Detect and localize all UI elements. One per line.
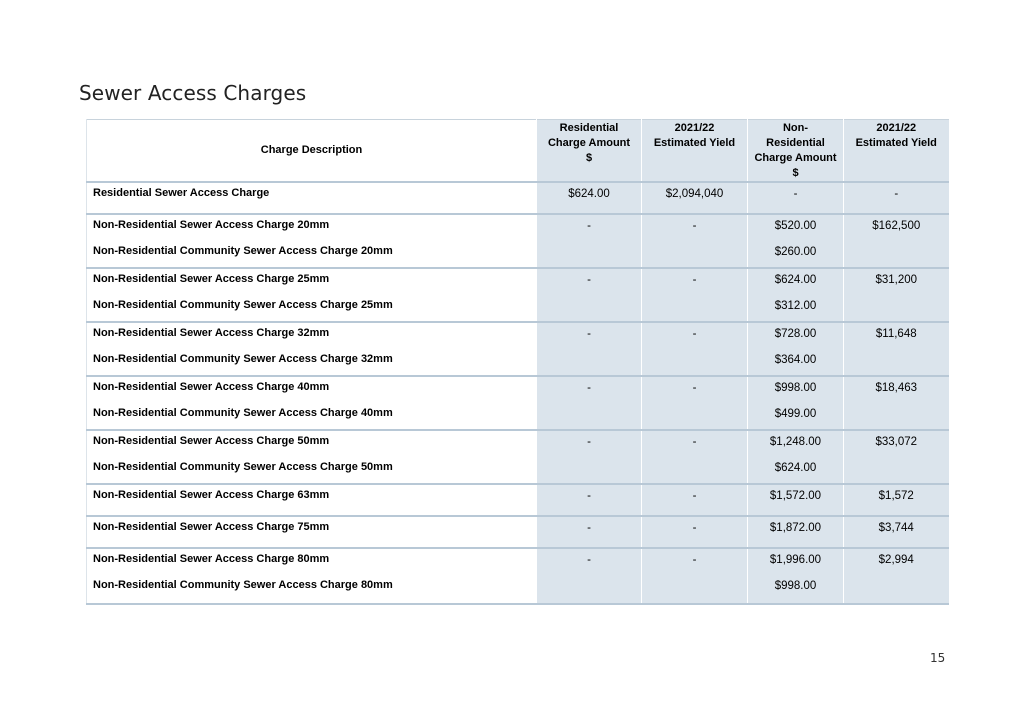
nonresidential-amount-cell bbox=[748, 484, 844, 516]
header-line: $ bbox=[585, 152, 593, 164]
nonresidential-yield: $1,572 bbox=[878, 490, 914, 502]
residential-yield-cell bbox=[642, 484, 748, 516]
nonresidential-amount: $1,572.00 bbox=[769, 490, 822, 502]
charge-description-cell bbox=[87, 214, 537, 268]
header-line: 2021/22 bbox=[674, 122, 715, 134]
table-row bbox=[87, 268, 949, 322]
header-line: Estimated Yield bbox=[855, 137, 937, 149]
charge-description: Non-Residential Sewer Access Charge 75mm bbox=[93, 521, 330, 533]
residential-yield-cell bbox=[642, 548, 748, 604]
header-line: Non- bbox=[782, 122, 809, 134]
residential-amount: - bbox=[587, 436, 591, 448]
table-row bbox=[87, 430, 949, 484]
residential-amount: - bbox=[587, 328, 591, 340]
header-line: Residential bbox=[559, 122, 619, 134]
nonresidential-amount: $728.00 bbox=[774, 328, 817, 340]
residential-yield: - bbox=[692, 220, 697, 232]
sewer-charges-table bbox=[86, 119, 949, 605]
table-header-row bbox=[87, 120, 949, 183]
nonresidential-amount-cell bbox=[748, 548, 844, 604]
charge-description-cell bbox=[87, 268, 537, 322]
nonresidential-amount: $624.00 bbox=[774, 274, 817, 286]
charge-description: Non-Residential Sewer Access Charge 40mm bbox=[93, 381, 330, 393]
residential-yield-cell bbox=[642, 430, 748, 484]
charge-description: Non-Residential Sewer Access Charge 63mm bbox=[93, 489, 330, 501]
residential-amount-cell bbox=[537, 268, 642, 322]
charge-description: Non-Residential Sewer Access Charge 80mm bbox=[93, 553, 330, 565]
table-row bbox=[87, 214, 949, 268]
residential-amount-cell bbox=[537, 322, 642, 376]
residential-yield-cell bbox=[642, 182, 748, 214]
header-charge-description: Charge Description bbox=[87, 120, 537, 183]
nonresidential-yield-cell bbox=[844, 376, 949, 430]
charge-description: Non-Residential Community Sewer Access Charge 20mm bbox=[93, 245, 393, 257]
charge-description: Non-Residential Sewer Access Charge 50mm bbox=[93, 435, 330, 447]
nonresidential-amount: $364.00 bbox=[774, 354, 817, 366]
charge-description-cell bbox=[87, 182, 537, 214]
nonresidential-yield-cell bbox=[844, 516, 949, 548]
header-nonresidential-amount bbox=[748, 120, 844, 183]
nonresidential-yield: $18,463 bbox=[875, 382, 918, 394]
charge-description: Residential Sewer Access Charge bbox=[93, 187, 270, 199]
header-nonresidential-yield bbox=[844, 120, 949, 183]
header-residential-amount bbox=[537, 120, 642, 183]
charge-description: Non-Residential Sewer Access Charge 32mm bbox=[93, 327, 330, 339]
charge-description-cell bbox=[87, 484, 537, 516]
nonresidential-amount: $998.00 bbox=[774, 580, 817, 592]
residential-yield-cell bbox=[642, 322, 748, 376]
nonresidential-yield-cell bbox=[844, 214, 949, 268]
table-row bbox=[87, 376, 949, 430]
residential-yield-cell bbox=[642, 214, 748, 268]
charge-description: Non-Residential Community Sewer Access Charge 32mm bbox=[93, 353, 393, 365]
residential-yield: - bbox=[692, 554, 697, 566]
residential-amount: - bbox=[587, 554, 591, 566]
page-title: Sewer Access Charges bbox=[79, 81, 307, 105]
residential-yield: - bbox=[692, 436, 697, 448]
residential-yield: - bbox=[692, 490, 697, 502]
residential-amount: - bbox=[587, 274, 591, 286]
nonresidential-amount: $312.00 bbox=[774, 300, 817, 312]
residential-amount: - bbox=[587, 382, 591, 394]
nonresidential-amount: $260.00 bbox=[774, 246, 817, 258]
table-row bbox=[87, 322, 949, 376]
residential-amount-cell bbox=[537, 548, 642, 604]
page-number: 15 bbox=[930, 651, 946, 665]
nonresidential-yield: $162,500 bbox=[872, 220, 921, 232]
nonresidential-yield: $3,744 bbox=[878, 522, 914, 534]
nonresidential-yield: $31,200 bbox=[875, 274, 918, 286]
header-line: 2021/22 bbox=[876, 122, 917, 134]
nonresidential-yield: $11,648 bbox=[875, 328, 917, 340]
charge-description: Non-Residential Sewer Access Charge 25mm bbox=[93, 273, 330, 285]
residential-yield: $2,094,040 bbox=[665, 188, 724, 200]
nonresidential-amount: $1,872.00 bbox=[769, 522, 822, 534]
residential-yield-cell bbox=[642, 516, 748, 548]
nonresidential-yield-cell bbox=[844, 430, 949, 484]
charge-description: Non-Residential Community Sewer Access Charge 40mm bbox=[93, 407, 393, 419]
residential-yield: - bbox=[692, 522, 697, 534]
residential-amount: - bbox=[587, 220, 591, 232]
nonresidential-amount: - bbox=[793, 188, 798, 200]
residential-yield: - bbox=[692, 382, 697, 394]
table-row bbox=[87, 516, 949, 548]
nonresidential-amount-cell bbox=[748, 268, 844, 322]
header-residential-yield bbox=[642, 120, 748, 183]
charge-description-cell bbox=[87, 548, 537, 604]
header-line: Charge Amount bbox=[547, 137, 631, 149]
charge-description: Non-Residential Community Sewer Access Charge 25mm bbox=[93, 299, 393, 311]
charge-description-cell bbox=[87, 322, 537, 376]
charge-description: Non-Residential Community Sewer Access Charge 80mm bbox=[93, 579, 393, 591]
nonresidential-yield-cell bbox=[844, 484, 949, 516]
table-row bbox=[87, 548, 949, 604]
residential-amount-cell bbox=[537, 214, 642, 268]
header-line: Estimated Yield bbox=[653, 137, 736, 149]
charge-description-cell bbox=[87, 516, 537, 548]
nonresidential-amount-cell bbox=[748, 182, 844, 214]
residential-amount: $624.00 bbox=[568, 188, 610, 200]
residential-yield: - bbox=[692, 274, 697, 286]
header-line: $ bbox=[792, 167, 799, 179]
nonresidential-yield-cell bbox=[844, 322, 949, 376]
nonresidential-amount-cell bbox=[748, 430, 844, 484]
header-line: Charge Amount bbox=[754, 152, 837, 164]
nonresidential-amount: $998.00 bbox=[774, 382, 817, 394]
nonresidential-amount-cell bbox=[748, 322, 844, 376]
nonresidential-amount: $1,996.00 bbox=[769, 554, 822, 566]
nonresidential-amount-cell bbox=[748, 516, 844, 548]
residential-amount: - bbox=[587, 490, 591, 502]
residential-amount-cell bbox=[537, 430, 642, 484]
nonresidential-yield: $33,072 bbox=[875, 436, 918, 448]
residential-amount-cell bbox=[537, 376, 642, 430]
table-row bbox=[87, 182, 949, 214]
residential-amount: - bbox=[587, 522, 591, 534]
charge-description-cell bbox=[87, 430, 537, 484]
residential-amount-cell bbox=[537, 484, 642, 516]
residential-yield-cell bbox=[642, 268, 748, 322]
residential-amount-cell bbox=[537, 182, 642, 214]
nonresidential-amount: $520.00 bbox=[774, 220, 817, 232]
nonresidential-amount-cell bbox=[748, 376, 844, 430]
nonresidential-yield: - bbox=[894, 188, 899, 200]
nonresidential-amount: $1,248.00 bbox=[769, 436, 822, 448]
residential-amount-cell bbox=[537, 516, 642, 548]
residential-yield: - bbox=[692, 328, 697, 340]
header-line: Residential bbox=[766, 137, 825, 149]
nonresidential-yield-cell bbox=[844, 548, 949, 604]
charge-description: Non-Residential Community Sewer Access Charge 50mm bbox=[93, 461, 393, 473]
nonresidential-amount: $624.00 bbox=[774, 462, 817, 474]
nonresidential-yield: $2,994 bbox=[878, 554, 914, 566]
nonresidential-amount-cell bbox=[748, 214, 844, 268]
charge-description: Non-Residential Sewer Access Charge 20mm bbox=[93, 219, 330, 231]
residential-yield-cell bbox=[642, 376, 748, 430]
charge-description-cell bbox=[87, 376, 537, 430]
nonresidential-yield-cell bbox=[844, 182, 949, 214]
nonresidential-amount: $499.00 bbox=[774, 408, 817, 420]
nonresidential-yield-cell bbox=[844, 268, 949, 322]
table-row bbox=[87, 484, 949, 516]
